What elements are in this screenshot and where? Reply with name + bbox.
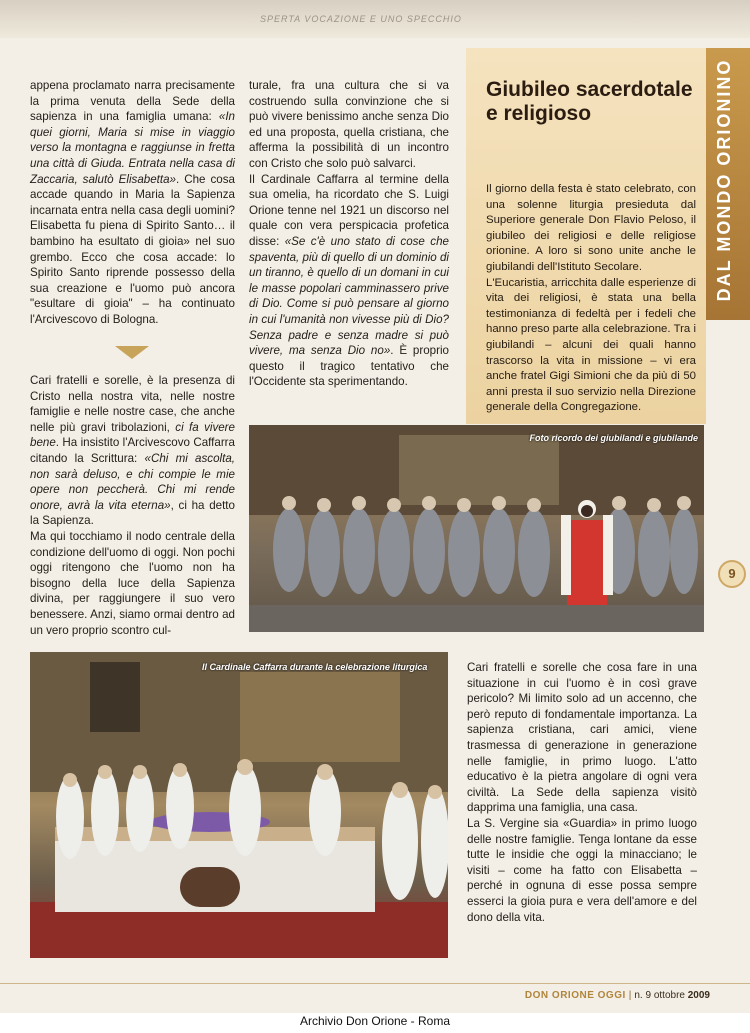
quote-span: «In quei giorni, Maria si mise in viaggio verso la montagna e raggiunse in fretta una città di Giuda. Entrata nella casa di Zaccaria, salutò Elisabetta» <box>30 110 235 186</box>
section-label: DAL MONDO ORIONINO <box>714 58 734 302</box>
footer-rule <box>0 972 750 984</box>
photo-caption: Il Cardinale Caffarra durante la celebrazione liturgica <box>202 662 428 672</box>
quote-span: «Chi mi ascolta, non sarà deluso, e chi compie le mie opere non peccherà. Chi mi rende onore, avrà la vita eterna» <box>30 451 235 512</box>
page-footer <box>440 990 710 1001</box>
paragraph: Ma qui tocchiamo il nodo centrale della condizione dell'uomo di oggi. Non pochi oggi ritengono che l'uomo non ha bisogno della luce della Sapienza divina, per raggiungere il suo vero benessere. Anzi, siamo ormai dentro ad un vero proprio scontro cul- <box>30 529 235 637</box>
column-3 <box>467 660 697 925</box>
page-number: 9 <box>718 560 746 588</box>
box-text <box>486 182 696 416</box>
top-band <box>0 0 750 38</box>
footer-separator: | <box>628 990 632 1001</box>
group-photo <box>249 425 704 632</box>
paragraph <box>249 172 449 390</box>
paragraph: La S. Vergine sia «Guardia» in primo luogo delle nostre famiglie. Tenga lontane da esse tutte le insidie che oggi la minacciano; le visiti – come ha fatto con Elisabetta – perché in ognuna di esse possa sempre esserci la gioia pura e vera dell'amore e del dono della vita. <box>467 816 697 924</box>
paragraph: turale, fra una cultura che si va costruendo sulla convinzione che si può vivere benissimo anche senza Dio ed una proposta, quella cristiana, che afferma la possibilità di un incontro con Cristo che solo può salvarci. <box>249 79 449 170</box>
text-span: Il Cardinale Caffarra al termine della sua omelia, ha ricordato che S. Luigi Orione tenne nel 1921 un discorso nel quale con vera perspicacia profetica disse: <box>249 172 449 248</box>
text-span: . È proprio questo il tragico tentativo che l'Occidente sta sperimentando. <box>249 344 449 389</box>
paragraph: Il giorno della festa è stato celebrato, con una solenne liturgia presieduta dal Superiore generale Don Flavio Peloso, il giubileo dei religiosi e delle religiose orionine. A loro si sono unite anche le giubilandi dell'Istituto Secolare. <box>486 183 696 273</box>
column-1-top <box>30 78 235 328</box>
liturgy-photo <box>30 652 448 958</box>
issue-label: n. 9 ottobre <box>634 990 685 1001</box>
quote-span: ci fa vivere bene <box>30 420 235 450</box>
paragraph <box>30 78 235 328</box>
section-sidebar <box>706 48 750 320</box>
paragraph: Cari fratelli e sorelle che cosa fare in una situazione in cui l'uomo è in così grave pericolo? Mi limito solo ad un accenno, che però reputo di fondamentale importanza. La sapienza cristiana, cari amici, viene trasmessa di generazione in generazione nelle famiglie, in primo luogo. L'atto educativo è la pietra angolare di ogni vera civiltà. La Sede della sapienza visitò dapprima una famiglia, una casa. <box>467 661 697 815</box>
running-header: SPERTA VOCAZIONE E UNO SPECCHIO <box>260 14 462 24</box>
text-span: . Che cosa accade quando in Maria la Sapienza incarnata entra nella casa degli uomini? Elisabetta fu piena di Spirito Santo… il bambino ha esultato di gioia» nel suo grembo. Ecco che cosa accade: lo Spirito Santo riprende possesso della sua creazione e l'uomo può ancora "esultare di gioia" – ha continuato l'Arcivescovo di Bologna. <box>30 172 235 326</box>
jubilee-box <box>466 48 706 424</box>
paragraph: L'Eucaristia, arricchita dalle esperienze di vita dei religiosi, è stata una bella testimonianza di fedeltà per i fedeli che hanno preso parte alla celebrazione. Tra i giubilandi – alcuni dei quali hanno trascorso la vita in missione – vi era anche fratel Gigi Simioni che da più di 50 anni presta il suo servizio nella Direzione generale della Congregazione. <box>486 276 696 414</box>
issue-year: 2009 <box>687 990 710 1001</box>
column-2 <box>249 78 449 390</box>
magazine-name: DON ORIONE OGGI <box>524 990 626 1001</box>
paragraph <box>30 373 235 529</box>
photo-caption: Foto ricordo dei giubilandi e giubilande <box>529 433 698 443</box>
box-title: Giubileo sacerdotale e religioso <box>486 78 693 125</box>
quote-span: «Se c'è uno stato di cose che spaventa, più di quello di un dominio di un tiranno, è quello di un domani in cui le masse popolari camminassero prive di Dio. Come si può pensare al giorno in cui l'umanità non vivesse più di Dio? Senza padre e senza madre si può vivere, ma senza Dio no» <box>249 234 449 358</box>
text-span: , ci ha detto la Sapienza. <box>30 498 235 528</box>
text-span: Cari fratelli e sorelle, è la presenza di Cristo nella nostra vita, nelle nostre famiglie e nelle nostre case, che anche nelle più gravi tribolazioni, <box>30 374 235 434</box>
text-span: . Ha insistito l'Arcivescovo Caffarra citando la Scrittura: <box>30 436 235 465</box>
column-1-bottom <box>30 373 235 638</box>
liturgy-photo-illustration <box>30 652 448 958</box>
archive-label: Archivio Don Orione - Roma <box>299 1014 451 1028</box>
group-photo-illustration <box>249 425 704 632</box>
text-span: appena proclamato narra precisamente la prima venuta della Sede della sapienza in una famiglia umana: <box>30 79 235 124</box>
triangle-divider-icon <box>115 346 149 359</box>
